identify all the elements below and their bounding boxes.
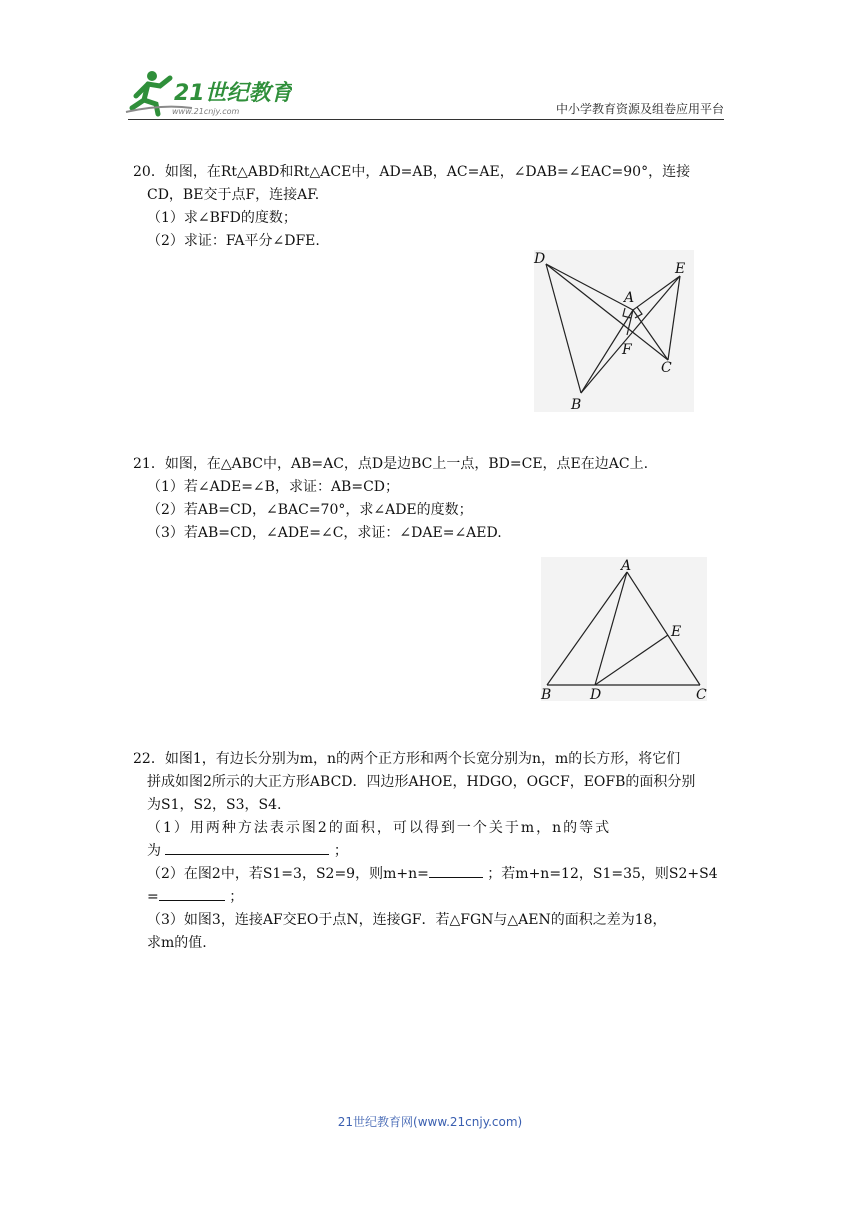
platform-tagline: 中小学教育资源及组卷应用平台 [555, 102, 724, 116]
q21-part1: （1）若∠ADE=∠B，求证：AB=CD； [147, 479, 400, 495]
q22-part2-line2: = ； [133, 886, 733, 909]
q22-blank-equation[interactable] [165, 840, 329, 855]
q20-label-E: E [675, 261, 686, 277]
q20-part2: （2）求证：FA平分∠DFE. [147, 233, 320, 249]
footer-link[interactable]: 21世纪教育网(www.21cnjy.com) [337, 1115, 523, 1129]
q20-label-B: B [571, 397, 582, 413]
q22-part2-line1: （2）在图2中，若S1=3，S2=9，则m+n= ；若m+n=12，S1=35，则S2+S4 [133, 863, 733, 886]
q22-part1-line1: （1）用两种方法表示图2的面积，可以得到一个关于m，n的等式 [147, 820, 612, 836]
header-divider [128, 119, 724, 120]
q21-stem: 21．如图，在△ABC中，AB=AC，点D是边BC上一点，BD=CE，点E在边AC上. [133, 456, 649, 472]
q21-label-D: D [590, 687, 602, 703]
question-22 [133, 748, 733, 955]
svg-text:www.21cnjy.com: www.21cnjy.com [172, 107, 240, 116]
figure-background [541, 557, 707, 701]
q20-label-A: A [624, 290, 635, 306]
q21-part3: （3）若AB=CD，∠ADE=∠C，求证：∠DAE=∠AED. [147, 525, 502, 541]
q20-figure [528, 250, 698, 415]
q21-part2: （2）若AB=CD，∠BAC=70°，求∠ADE的度数； [147, 502, 473, 518]
q20-stem-line1: 20．如图，在Rt△ABD和Rt△ACE中，AD=AB，AC=AE，∠DAB=∠EAC=90°，连接 [133, 164, 691, 180]
q20-label-C: C [661, 360, 672, 376]
q20-label-D: D [534, 251, 546, 267]
q22-stem-line1: 22．如图1，有边长分别为m，n的两个正方形和两个长宽分别为n，m的长方形，将它们 [133, 751, 681, 767]
q22-stem-line3: 为S1，S2，S3，S4. [147, 797, 282, 813]
site-logo [122, 66, 292, 122]
question-20 [133, 161, 733, 253]
question-21 [133, 453, 733, 545]
q22-blank-m-plus-n[interactable] [429, 863, 483, 878]
q22-stem-line2: 拼成如图2所示的大正方形ABCD．四边形AHOE，HDGO，OGCF，EOFB的面积分别 [147, 774, 696, 790]
runner-logo-icon [122, 66, 292, 122]
q20-stem-line2: CD，BE交于点F，连接AF. [147, 187, 320, 203]
q21-figure [535, 555, 710, 705]
q21-label-E: E [671, 624, 682, 640]
svg-text:21世纪教育: 21世纪教育 [174, 81, 292, 106]
q21-label-B: B [541, 687, 552, 703]
q20-part1: （1）求∠BFD的度数； [147, 210, 297, 226]
q22-part3-line1: （3）如图3，连接AF交EO于点N，连接GF．若△FGN与△AEN的面积之差为18， [147, 912, 667, 928]
q22-part1-line2: 为 ； [133, 840, 733, 863]
figure-background [534, 250, 694, 412]
q21-label-A: A [621, 558, 632, 574]
q22-part3-line2: 求m的值. [147, 935, 207, 951]
q22-blank-s2-plus-s4[interactable] [159, 886, 225, 901]
q20-label-F: F [622, 342, 632, 358]
q21-label-C: C [696, 687, 707, 703]
